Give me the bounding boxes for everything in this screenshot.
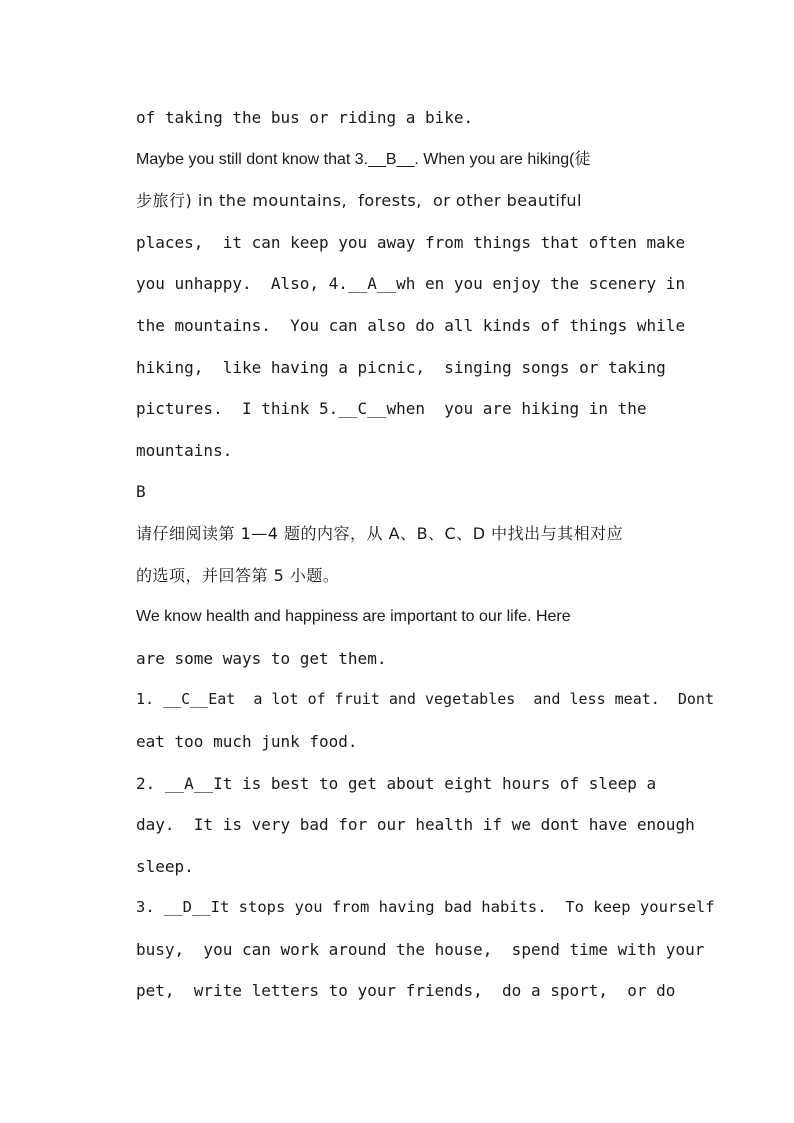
text-line: are some ways to get them. [136, 648, 387, 668]
text-line: busy, you can work around the house, spend time with your [136, 939, 705, 959]
text-line: 1. __C__Eat a lot of fruit and vegetables and less meat. Dont [136, 690, 714, 709]
text-line: pet, write letters to your friends, do a sport, or do [136, 981, 676, 1001]
text-line: you unhappy. Also, 4.__A__wh en you enjoy the scenery in [136, 274, 686, 294]
text-line: 步旅行) in the mountains, forests, or other beautiful [136, 191, 583, 211]
text-line: 2. __A__It is best to get about eight hours of sleep a [136, 773, 657, 793]
text-line: places, it can keep you away from things that often make [136, 232, 686, 252]
text-line: day. It is very bad for our health if we dont have enough [136, 815, 695, 835]
section-heading: B [136, 482, 146, 502]
text-line: We know health and happiness are important to our life. Here [136, 608, 571, 626]
text-line: Maybe you still dont know that 3.__B__. When you are hiking(徒 [136, 150, 591, 168]
text-line: eat too much junk food. [136, 731, 358, 751]
text-line: sleep. [136, 856, 194, 876]
instruction-line: 的选项，并回答第 5 小题。 [136, 565, 340, 585]
text-line: 3. __D__It stops you from having bad habits. To keep yourself [136, 898, 715, 917]
text-line: of taking the bus or riding a bike. [136, 108, 474, 127]
instruction-line: 请仔细阅读第 1—4 题的内容，从 A、B、C、D 中找出与其相对应 [136, 523, 624, 543]
document-body [136, 97, 716, 1012]
text-line: hiking, like having a picnic, singing songs or taking [136, 357, 666, 377]
text-line: pictures. I think 5.__C__when you are hiking in the [136, 399, 647, 419]
text-line: mountains. [136, 440, 233, 460]
text-line: the mountains. You can also do all kinds of things while [136, 315, 686, 335]
